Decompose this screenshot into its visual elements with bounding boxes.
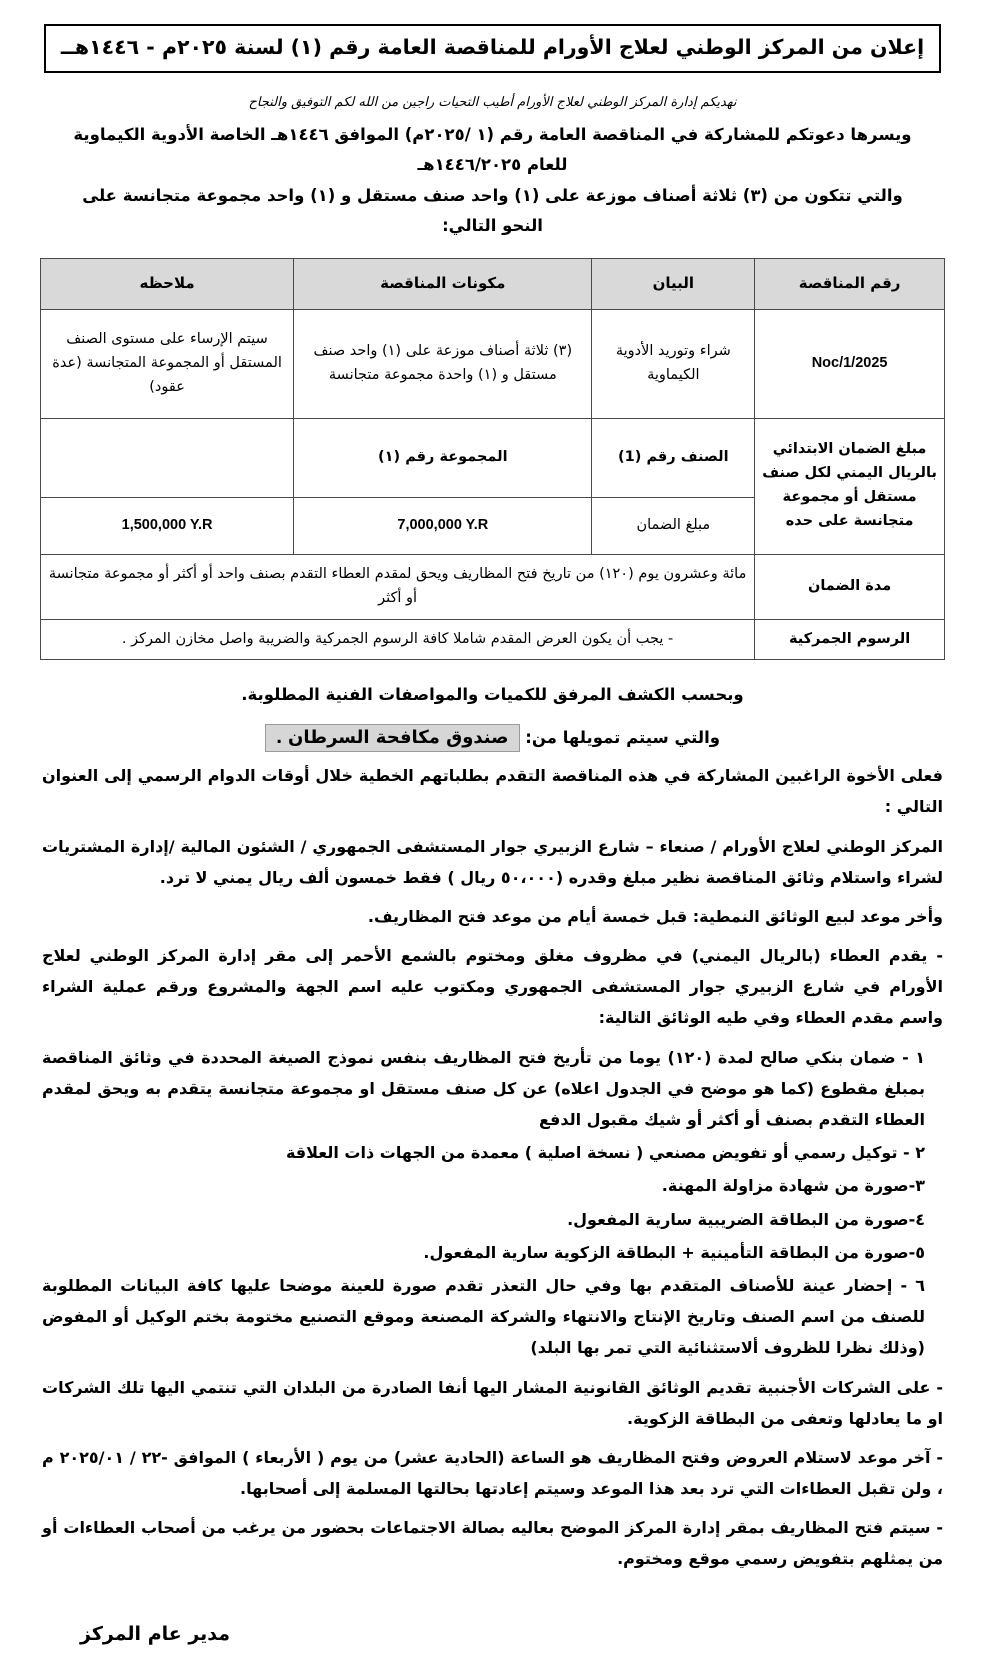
header-statement: البيان [592,258,755,309]
requirements-list [42,1042,943,1364]
header-tender-number: رقم المناقصة [755,258,945,309]
paragraph-bid-submission: - يقدم العطاء (بالريال اليمني) في مظروف مغلق ومختوم بالشمع الأحمر إلى مقر إدارة المركز الوطني لعلاج الأورام في شارع الزبيري جوار المستشفى الجمهوري ومكتوب عليه اسم الجهة والمشروع ورقم عملية الشراء واسم مقدم العطاء وفي طيه الوثائق التالية: [42,946,943,1028]
tender-table [40,258,945,661]
list-item: ١ - ضمان بنكي صالح لمدة (١٢٠) يوما من تأريخ فتح المظاريف بنفس نموذج الصيغة المحددة في وثائق المناقصة بمبلغ مقطوع (كما هو موضح في الجدول اعلاه) عن كل صنف مستقل او مجموعة متجانسة يتقدم به ويحق لمقدم العطاء التقدم بصنف أو أكثر أو شيك مقبول الدفع [42,1047,926,1130]
list-item: ٥-صورة من البطاقة التأمينية + البطاقة الزكوية سارية المفعول. [423,1242,925,1262]
cell-guarantee-amount-label: مبلغ الضمان [592,497,755,554]
paragraph-docs-deadline: وأخر موعد لبيع الوثائق النمطية: قبل خمسة أيام من موعد فتح المظاريف. [367,906,943,926]
announcement-title-box [44,24,941,73]
signature-line: مدير عام المركز [80,1622,231,1645]
table-row [41,554,945,619]
attached-list-note: وبحسب الكشف المرفق للكميات والمواصفات الفنية المطلوبة. [241,685,744,705]
greeting-line: نهديكم إدارة المركز الوطني لعلاج الأورام أطيب التحيات راجين من الله لكم التوفيق والنجاح [248,94,737,110]
intro-paragraph [70,120,915,242]
cell-tender-number: Noc/1/2025 [755,309,945,418]
cell-item-number: الصنف رقم (1) [592,418,755,497]
cell-guarantee-label: مبلغ الضمان الابتدائي بالريال اليمني لكل صنف مستقل أو مجموعة متجانسة على حده [755,418,945,554]
funding-line [40,724,945,752]
funding-prefix: والتي سيتم تمويلها من: [525,728,720,748]
paragraph-closing-date: - آخر موعد لاستلام العروض وفتح المظاريف هو الساعة (الحادية عشر) من يوم ( الأربعاء ) الموافق -٢٢ / ٢٠٢٥/٠١ م ، ولن تقبل العطاءات التي ترد بعد هذا الموعد وسيتم إعادتها بحالتها المسلمة إلى أصحابها. [42,1447,944,1499]
funding-source: صندوق مكافحة السرطان [288,727,509,749]
header-components: مكونات المناقصة [294,258,592,309]
cell-guarantee-period-value: مائة وعشرون يوم (١٢٠) من تاريخ فتح المظاريف ويحق لمقدم العطاء التقدم بصنف واحد أو أكثر أو مجموعة متجانسة أو أكثر [41,554,755,619]
cell-note: سيتم الإرساء على مستوى الصنف المستقل أو المجموعة المتجانسة (عدة عقود) [41,309,294,418]
cell-statement: شراء وتوريد الأدوية الكيماوية [592,309,755,418]
paragraph-envelope-opening: - سيتم فتح المظاريف بمقر إدارة المركز الموضح بعاليه بصالة الاجتماعات بحضور من يرغب من أصحاب العطاءات أو من يمثلهم بتفويض رسمي موقع ومختوم. [42,1518,943,1569]
intro-line-1: ويسرها دعوتكم للمشاركة في المناقصة العامة رقم (١ /٢٠٢٥م) الموافق ١٤٤٦هـ الخاصة الأدوية الكيماوية للعام ١٤٤٦/٢٠٢٥هـ [73,124,912,175]
paragraph-address: المركز الوطني لعلاج الأورام / صنعاء – شارع الزبيري جوار المستشفى الجمهوري / الشئون المالية /إدارة المشتريات لشراء واستلام وثائق المناقصة نظير مبلغ وقدره (٥٠،٠٠٠ ريال ) فقط خمسون ألف ريال يمني لا ترد. [42,836,943,887]
page-title: إعلان من المركز الوطني لعلاج الأورام للمناقصة العامة رقم (١) لسنة ٢٠٢٥م - ١٤٤٦هــ [60,35,925,59]
list-item: ٤-صورة من البطاقة الضريبية سارية المفعول. [567,1209,925,1229]
cell-note-empty [41,418,294,497]
table-row [41,309,945,418]
cell-amount-group: 1,500,000 Y.R [41,497,294,554]
funding-source-highlight: صندوق مكافحة السرطان . [265,724,520,752]
cell-amount-item: 7,000,000 Y.R [294,497,592,554]
cell-customs-label: الرسوم الجمركية [755,619,945,660]
list-item: ٦ - إحضار عينة للأصناف المتقدم بها وفي حال التعذر تقدم صورة للعينة موضحا عليها كافة البيانات المطلوبة للصنف من اسم الصنف وتاريخ الإنتاج والانتهاء والشركة المصنعة وموقع التصنيع مختومة بختم الوكيل أو المفوض (وذلك نظرا للظروف ألاستثنائية التي تمر بها البلد) [42,1275,925,1358]
intro-line-2: والتي تتكون من (٣) ثلاثة أصناف موزعة على (١) واحد صنف مستقل و (١) واحد مجموعة متجانسة على النحو التالي: [82,185,903,236]
paragraph-foreign-companies: - على الشركات الأجنبية تقديم الوثائق القانونية المشار اليها أنفا الصادرة من البلدان التي تنتمي اليها تلك الشركات او ما يعادلها وتعفى من البطاقة الزكوية. [42,1377,943,1428]
list-item: ٣-صورة من شهادة مزاولة المهنة. [661,1176,925,1196]
table-header-row [41,258,945,309]
header-note: ملاحظه [41,258,294,309]
cell-customs-value: - يجب أن يكون العرض المقدم شاملا كافة الرسوم الجمركية والضريبة واصل مخازن المركز . [41,619,755,660]
cell-components: (٣) ثلاثة أصناف موزعة على (١) واحد صنف مستقل و (١) واحدة مجموعة متجانسة [294,309,592,418]
list-item: ٢ - توكيل رسمي أو تفويض مصنعي ( نسخة اصلية ) معمدة من الجهات ذات العلاقة [285,1143,925,1163]
table-row [41,619,945,660]
cell-guarantee-period-label: مدة الضمان [755,554,945,619]
paragraph-participation: فعلى الأخوة الراغبين المشاركة في هذه المناقصة التقدم بطلباتهم الخطية خلال أوقات الدوام الرسمي إلى العنوان التالي : [42,766,943,817]
table-row [41,418,945,497]
cell-group-number: المجموعة رقم (١) [294,418,592,497]
